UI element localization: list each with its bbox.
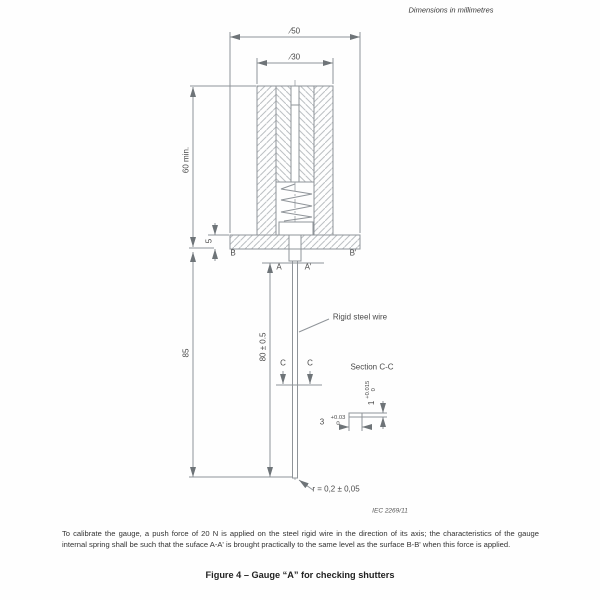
section-width-value: 3 bbox=[319, 417, 325, 427]
tip-radius-label: r = 0,2 ± 0,05 bbox=[312, 484, 360, 494]
section-title: Section C-C bbox=[350, 362, 394, 372]
section-width-tol-minus: 0 bbox=[336, 421, 340, 427]
section-cut-label-right: C bbox=[307, 358, 313, 368]
dim-label-60min: 60 min. bbox=[181, 146, 191, 174]
section-width-tolerance bbox=[331, 415, 346, 427]
section-thickness-dim bbox=[365, 381, 377, 405]
dim-label-dia30: ∕30 bbox=[289, 52, 301, 62]
calibration-note: To calibrate the gauge, a push force of 20 N is applied on the steel rigid wire in the direction of its axis; the characteristics of the gauge internal spring shall be such that the suface A-A' is brought practically to the same level as the surface B-B' when this force is applied. bbox=[62, 529, 539, 549]
section-thickness-tolerance bbox=[365, 381, 377, 399]
section-thickness-tol-plus: +0.015 bbox=[365, 380, 371, 399]
section-detail bbox=[339, 401, 387, 431]
section-cut-label-left: C bbox=[280, 358, 286, 368]
figure-caption: Figure 4 – Gauge “A” for checking shutters bbox=[205, 570, 395, 580]
wire-callout: Rigid steel wire bbox=[332, 312, 388, 322]
section-cut-line bbox=[276, 371, 322, 385]
dim-label-dia50: ∕50 bbox=[289, 26, 301, 36]
dim-label-80: 80 ± 0.5 bbox=[258, 332, 268, 362]
piston bbox=[279, 222, 313, 235]
flange bbox=[230, 235, 360, 261]
wire-leader-line bbox=[299, 319, 329, 332]
datum-label-a-prime: A' bbox=[304, 262, 312, 272]
datum-label-b-prime: B' bbox=[349, 248, 357, 258]
radius-leader-line bbox=[299, 480, 313, 490]
dim-label-85: 85 bbox=[181, 348, 191, 358]
datum-label-b: B bbox=[230, 248, 236, 258]
units-note: Dimensions in millimetres bbox=[408, 5, 494, 15]
internal-spring bbox=[281, 184, 312, 221]
section-width-tol-plus: +0.03 bbox=[330, 415, 346, 421]
datum-label-a: A bbox=[276, 262, 282, 272]
steel-wire bbox=[293, 261, 298, 478]
dim-85 bbox=[189, 252, 292, 477]
dim-60min bbox=[189, 86, 256, 248]
wire-boss bbox=[289, 249, 301, 261]
section-thickness-tol-minus: 0 bbox=[371, 388, 377, 392]
iec-figure-ref: IEC 2269/11 bbox=[372, 507, 408, 515]
dim-label-5: 5 bbox=[204, 238, 214, 244]
section-thickness-value: 1 bbox=[366, 400, 376, 406]
